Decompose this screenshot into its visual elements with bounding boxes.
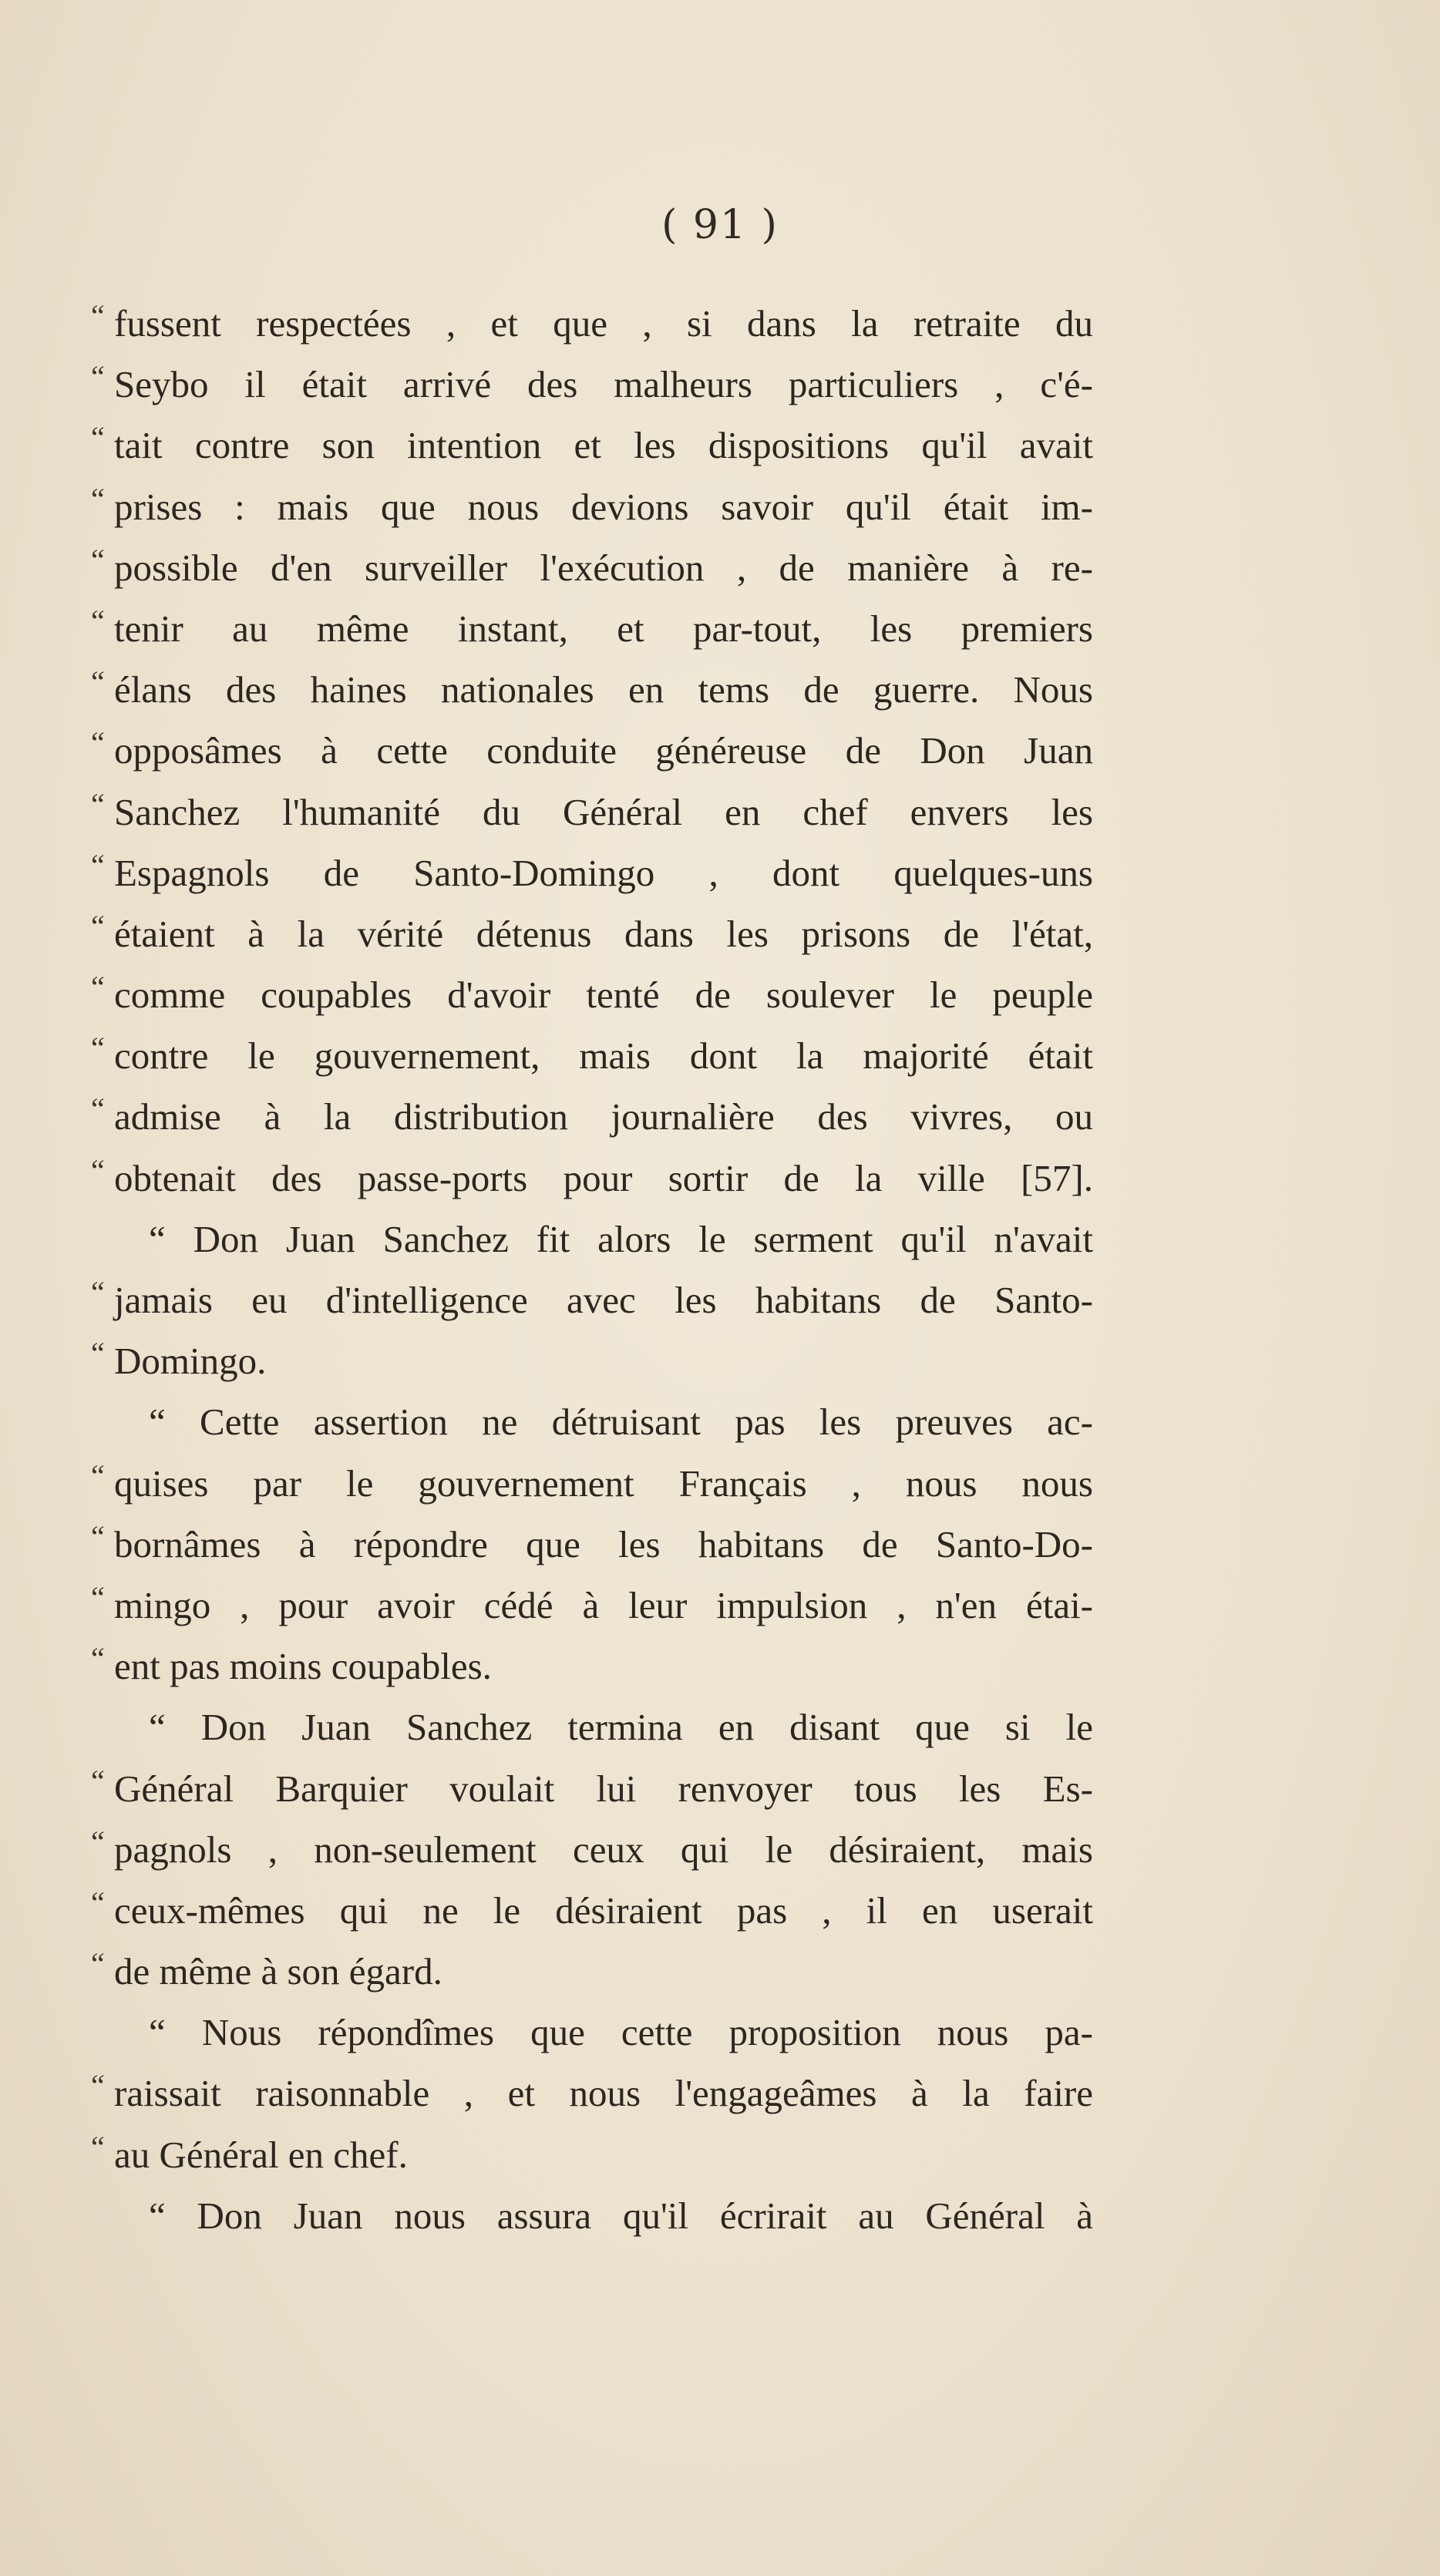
line-text: opposâmes à cette conduite généreuse de Don Juan: [114, 729, 1093, 772]
line-text: Domingo.: [114, 1340, 267, 1383]
line-text: jamais eu d'intelligence avec les habitans de Santo-: [114, 1279, 1093, 1321]
quotation-mark: “: [91, 908, 105, 943]
line-text: tait contre son intention et les dispositions qu'il avait: [114, 424, 1093, 467]
text-line: [91, 293, 1093, 354]
text-line: [91, 2002, 1093, 2063]
quotation-mark: “: [91, 1458, 105, 1493]
text-line: [91, 903, 1093, 964]
line-text: obtenait des passe-ports pour sortir de la ville [57].: [114, 1156, 1093, 1199]
line-text: pagnols , non-seulement ceux qui le désiraient, mais: [114, 1828, 1093, 1871]
text-line: [91, 354, 1093, 415]
quotation-mark: “: [91, 1824, 105, 1859]
text-line: [91, 1148, 1093, 1209]
body-text: [91, 293, 1093, 2246]
text-line: [91, 782, 1093, 842]
line-text: admise à la distribution journalière des vivres, ou: [114, 1095, 1093, 1138]
text-line: [91, 537, 1093, 598]
page-number: ( 91 ): [661, 202, 779, 248]
quotation-mark: “: [91, 1641, 105, 1676]
line-text: “ Don Juan nous assura qu'il écrirait au Général à: [149, 2194, 1093, 2237]
quotation-mark: “: [91, 1579, 105, 1615]
quotation-mark: “: [91, 1885, 105, 1920]
line-text: ceux-mêmes qui ne le désiraient pas , il en userait: [114, 1888, 1093, 1932]
line-text: “ Cette assertion ne détruisant pas les preuves ac-: [149, 1401, 1093, 1444]
line-text: fussent respectées , et que , si dans la retraite du: [114, 302, 1093, 345]
quotation-mark: “: [91, 1336, 105, 1371]
text-line: [91, 1025, 1093, 1086]
line-text: raissait raisonnable , et nous l'engageâmes à la faire: [114, 2072, 1093, 2115]
line-text: “ Don Juan Sanchez fit alors le serment qu'il n'avait: [149, 1217, 1093, 1260]
line-text: Sanchez l'humanité du Général en chef envers les: [114, 790, 1093, 833]
quotation-mark: “: [91, 542, 105, 577]
line-text: au Général en chef.: [114, 2133, 408, 2176]
quotation-mark: “: [91, 1275, 105, 1310]
line-text: de même à son égard.: [114, 1950, 442, 1993]
line-text: étaient à la vérité détenus dans les prisons de l'état,: [114, 912, 1093, 955]
quotation-mark: “: [91, 786, 105, 822]
text-line: [91, 598, 1093, 659]
quotation-mark: “: [91, 1152, 105, 1188]
quotation-mark: “: [91, 2129, 105, 2164]
text-line: [91, 2063, 1093, 2124]
text-line: [91, 1941, 1093, 2002]
text-line: [91, 842, 1093, 903]
line-text: contre le gouvernement, mais dont la majorité était: [114, 1034, 1093, 1078]
text-line: [91, 1636, 1093, 1697]
text-line: [91, 964, 1093, 1025]
text-line: [91, 1575, 1093, 1636]
line-text: tenir au même instant, et par-tout, les premiers: [114, 607, 1093, 650]
text-line: [91, 2124, 1093, 2185]
text-line: [91, 1819, 1093, 1880]
text-line: [91, 1514, 1093, 1575]
line-text: ent pas moins coupables.: [114, 1645, 492, 1688]
text-line: [91, 1391, 1093, 1452]
quotation-mark: “: [91, 1518, 105, 1554]
line-text: Général Barquier voulait lui renvoyer tous les Es-: [114, 1767, 1093, 1810]
quotation-mark: “: [91, 481, 105, 516]
quotation-mark: “: [91, 664, 105, 700]
quotation-mark: “: [91, 1946, 105, 1982]
quotation-mark: “: [91, 1091, 105, 1127]
line-text: mingo , pour avoir cédé à leur impulsion , n'en étai-: [114, 1583, 1093, 1626]
text-line: [91, 1270, 1093, 1330]
text-line: [91, 1209, 1093, 1270]
text-line: [91, 1453, 1093, 1514]
line-text: prises : mais que nous devions savoir qu'il était im-: [114, 485, 1093, 528]
quotation-mark: “: [91, 420, 105, 456]
quotation-mark: “: [91, 2068, 105, 2104]
quotation-mark: “: [91, 847, 105, 883]
line-text: Espagnols de Santo-Domingo , dont quelques-uns: [114, 851, 1093, 894]
line-text: “ Nous répondîmes que cette proposition nous pa-: [149, 2011, 1093, 2054]
quotation-mark: “: [91, 603, 105, 638]
line-text: comme coupables d'avoir tenté de soulever le peuple: [114, 974, 1093, 1017]
quotation-mark: “: [91, 970, 105, 1005]
quotation-mark: “: [91, 359, 105, 395]
text-line: [91, 415, 1093, 476]
line-text: quises par le gouvernement Français , nous nous: [114, 1461, 1093, 1505]
text-line: [91, 476, 1093, 537]
line-text: “ Don Juan Sanchez termina en disant que si le: [149, 1706, 1093, 1749]
text-line: [91, 1758, 1093, 1819]
line-text: bornâmes à répondre que les habitans de Santo-Do-: [114, 1522, 1093, 1565]
quotation-mark: “: [91, 1763, 105, 1798]
text-line: [91, 659, 1093, 720]
line-text: possible d'en surveiller l'exécution , de manière à re-: [114, 546, 1093, 589]
quotation-mark: “: [91, 1031, 105, 1066]
text-line: [91, 1330, 1093, 1391]
quotation-mark: “: [91, 298, 105, 333]
line-text: élans des haines nationales en tems de guerre. Nous: [114, 668, 1093, 711]
text-line: [91, 2185, 1093, 2246]
quotation-mark: “: [91, 725, 105, 761]
text-line: [91, 720, 1093, 781]
text-line: [91, 1086, 1093, 1147]
text-line: [91, 1697, 1093, 1757]
line-text: Seybo il était arrivé des malheurs particuliers , c'é-: [114, 363, 1093, 406]
text-line: [91, 1880, 1093, 1941]
